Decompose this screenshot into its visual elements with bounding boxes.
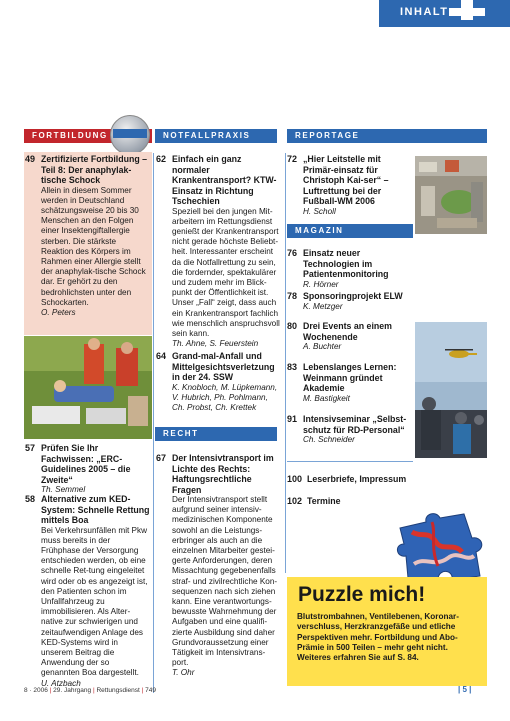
entry-author: K. Metzger: [303, 301, 343, 311]
fortbildung-logo: [110, 115, 150, 155]
magazin-divider: [287, 461, 413, 462]
entry-text: Allein in diesem Sommer werden in Deutschland schätzungsweise 20 bis 30 Menschen an den Folgen einer Insektengiftallergie sterben. Die stärkste Reaktion des Körpers im Rahmen einer Allergie stellt der anaphylak-tische Schock dar. Er gehört zu den bedrohlichsten unter den Schockarten.: [41, 185, 146, 307]
page-number: 83: [287, 362, 298, 372]
page-number: 102: [287, 496, 303, 506]
page-number: 100: [287, 474, 303, 484]
entry-author: U. Atzbach: [41, 678, 81, 688]
puzzle-title: Puzzle mich!: [298, 583, 426, 606]
entry-text: Speziell bei den jungen Mit-arbeitern im Rettungsdienst genießt der Krankentransport nicht gerade höchste Beliebt-heit. Interessanter erscheint da die Notfallrettung zu sein, die fordernder, spektakulärer und zudem mehr im Blick-punkt der Öffentlichkeit ist. Unser „Fall“ zeigt, dass auch ein Krankentransport fachlich wie menschlich anspruchsvoll sein kann.: [172, 206, 280, 338]
toc-entry-91[interactable]: [287, 414, 413, 445]
entry-title: Zertifizierte Fortbildung – Teil 8: Der anaphylak-tische Schock: [41, 154, 148, 185]
entry-title: Lebenslanges Lernen: Weinmann gründet Akademie: [303, 362, 397, 393]
header-cross-shape-2: [449, 8, 485, 16]
entry-title: „Hier Leitstelle mit Primär-einsatz für Christoph Kai-ser“ – Luftrettung bei der Fußball-WM 2006: [303, 154, 389, 206]
entry-author: Th. Semmel: [41, 485, 86, 494]
entry-author: Th. Ahne, S. Feuerstein: [172, 339, 259, 349]
puzzle-piece-image: [392, 508, 490, 582]
footer-volume: 29. Jahrgang: [53, 687, 92, 694]
entry-author: Ch. Schneider: [303, 435, 355, 444]
page-number: 72: [287, 154, 298, 164]
section-fortbildung: FORTBILDUNG: [24, 129, 152, 143]
page-number: 64: [156, 351, 167, 361]
toc-entry-78[interactable]: [287, 291, 413, 312]
page-number: 78: [287, 291, 298, 301]
page-number: 67: [156, 453, 167, 463]
toc-entry-72[interactable]: [287, 154, 413, 217]
photo-rescue-scene: [24, 336, 152, 439]
entry-author: O. Peters: [41, 307, 76, 317]
section-recht: RECHT: [155, 427, 277, 441]
page-title: INHALT: [400, 6, 449, 18]
section-reportage: REPORTAGE: [287, 129, 487, 143]
page-number-value: 5: [462, 685, 467, 694]
entry-title: Der Intensivtransport im Lichte des Rechts: Haftungsrechtliche Fragen: [172, 453, 274, 495]
toc-entry-102[interactable]: [287, 496, 477, 507]
entry-author: R. Hörner: [303, 279, 339, 289]
entry-text: Der Intensivtransport stellt aufgrund seiner intensiv-medizinischen Komponente sowohl an die Leistungs-erbringer als auch an die einzelnen Mitarbeiter gestei-gerte Anforderungen, deren Missachtung gegebenenfalls straf- und zivilrechtliche Kon-sequenzen nach sich ziehen kann. Eine verantwortungs-bewusste Wahrnehmung der Aufgaben und eine qualifi-zierte Ausbildung sind daher Grundvoraussetzung einer Tätigkeit im Intensivtrans-port.: [172, 495, 278, 668]
page-number-footer: | 5 |: [458, 685, 472, 694]
footer: 8 · 2006 | 29. Jahrgang | Rettungsdienst | 749: [24, 687, 156, 694]
entry-title: Prüfen Sie Ihr Fachwissen: „ERC-Guidelines 2005 – die Zweite“: [41, 443, 131, 485]
entry-title: Grand-mal-Anfall und Mittelgesichtsverletzung in der 24. SSW: [172, 351, 275, 382]
entry-title: Drei Events an einem Wochenende: [303, 321, 392, 342]
entry-author: H. Scholl: [303, 206, 336, 216]
footer-issue: 8 · 2006: [24, 687, 48, 694]
entry-title: Einfach ein ganz normaler Krankentransport? KTW-Einsatz in Richtung Tschechien: [172, 154, 277, 206]
entry-title: Alternative zum KED-System: Schnelle Rettung mittels Boa: [41, 494, 150, 525]
page-number: 80: [287, 321, 298, 331]
entry-text: Bei Verkehrsunfällen mit Pkw muss bereits in der Frühphase der Versorgung entschieden werden, ob eine schnelle Ret-tung eingeleitet wird oder ob es angezeigt ist, den Patienten schon im Unfallfahrzeug zu immobilisieren. Als Alter-native zur schwierigen und zeitaufwendigen Anlage des KED-Systems wird in unserem Beitrag die Anwendung der so genannten Boa dargestellt.: [41, 525, 148, 678]
toc-entry-62[interactable]: [156, 154, 280, 349]
entry-author: K. Knobloch, M. Lüpkemann, V. Hubrich, Ph. Pohlmann, Ch. Probst, Ch. Krettek: [172, 382, 278, 412]
page-number: 62: [156, 154, 167, 164]
footer-magazine: Rettungsdienst: [96, 687, 140, 694]
photo-aerial-stadium: [415, 156, 487, 234]
page-number: 91: [287, 414, 298, 424]
entry-author: T. Ohr: [172, 668, 195, 678]
toc-entry-49[interactable]: [25, 154, 150, 318]
page-number: 57: [25, 443, 36, 453]
section-magazin: MAGAZIN: [287, 224, 413, 238]
page-number: 58: [25, 494, 36, 504]
column-divider-2: [285, 153, 286, 573]
toc-entry-100[interactable]: [287, 474, 477, 485]
entry-title: Leserbriefe, Impressum: [307, 474, 407, 484]
entry-author: M. Bastigkeit: [303, 393, 350, 403]
toc-entry-80[interactable]: [287, 321, 413, 352]
toc-entry-58[interactable]: [25, 494, 150, 689]
puzzle-text: Blutstrombahnen, Ventilebenen, Koronar-verschluss, Herzkranzgefäße und etliche Perspektiven mehr. Fortbildung und Abo-Prämie in 500 Teilen – mehr geht nicht. Weiteres erfahren Sie auf S. 84.: [297, 612, 459, 663]
entry-title: Termine: [307, 496, 341, 506]
section-notfallpraxis: NOTFALLPRAXIS: [155, 129, 277, 143]
entry-author: A. Buchter: [303, 342, 342, 351]
toc-entry-76[interactable]: [287, 248, 413, 290]
toc-entry-83[interactable]: [287, 362, 413, 404]
entry-title: Einsatz neuer Technologien im Patientenmonitoring: [303, 248, 389, 279]
entry-title: Sponsoringprojekt ELW: [303, 291, 403, 301]
column-divider-1: [153, 153, 154, 693]
toc-entry-64[interactable]: [156, 351, 280, 413]
page-number: 76: [287, 248, 298, 258]
footer-page-abs: 749: [145, 687, 156, 694]
photo-helicopter-event: [415, 322, 487, 458]
page-number: 49: [25, 154, 36, 164]
toc-entry-57[interactable]: [25, 443, 150, 495]
entry-title: Intensivseminar „Selbst-schutz für RD-Personal“: [303, 414, 407, 435]
toc-entry-67[interactable]: [156, 453, 280, 679]
